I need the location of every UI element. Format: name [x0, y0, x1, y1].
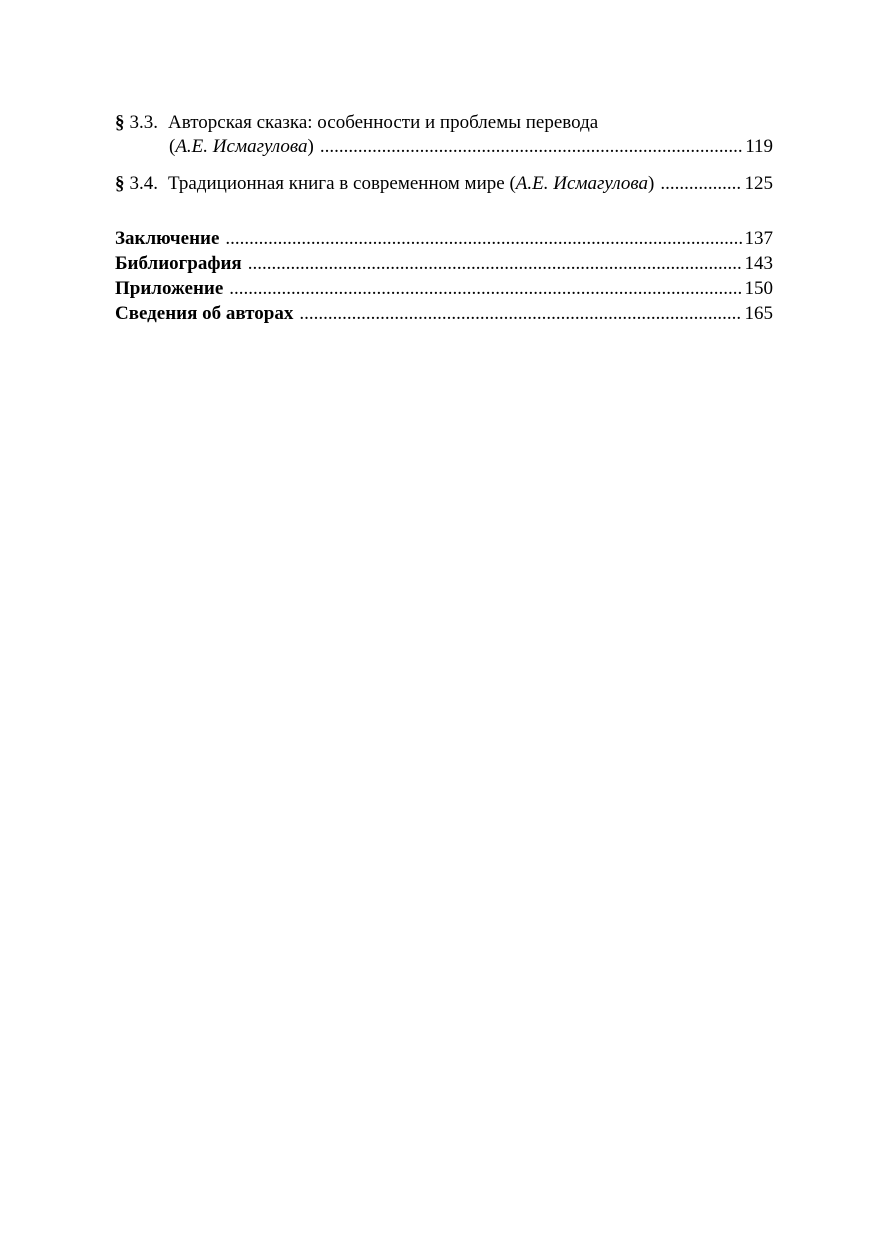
entry-title: Сведения об авторах: [115, 303, 294, 324]
page-number: 137: [744, 228, 773, 249]
section-title: Традиционная книга в современном мире: [168, 173, 505, 194]
toc-entry-line: [115, 301, 773, 326]
toc-entry-section-3-3[interactable]: [115, 111, 773, 159]
author-paren-open: (: [504, 173, 516, 194]
toc-entry-line: [115, 172, 773, 196]
dot-leader: [248, 251, 742, 276]
toc-entry-line: [115, 276, 773, 301]
section-sign: §: [115, 173, 125, 194]
page-number: 119: [745, 136, 773, 157]
author-paren-close: ): [647, 173, 655, 194]
page-number: 165: [744, 303, 773, 324]
toc-entry-line: [115, 226, 773, 251]
toc-entry-section-3-4[interactable]: [115, 172, 773, 196]
spacer: [115, 196, 773, 226]
dot-leader: [660, 172, 741, 196]
entry-title: Библиография: [115, 253, 242, 274]
page-number: 150: [744, 278, 773, 299]
toc-entry-conclusion[interactable]: [115, 226, 773, 251]
author-paren-open: (: [169, 136, 176, 157]
entry-title: Заключение: [115, 228, 220, 249]
page-number: 125: [744, 173, 773, 194]
dot-leader: [320, 135, 742, 159]
spacer: [115, 159, 773, 172]
section-title: Авторская сказка: особенности и проблемы перевода: [168, 112, 599, 133]
toc-entry-continuation-line: [115, 135, 773, 159]
section-sign: §: [115, 112, 125, 133]
section-author: А.Е. Исмагулова: [175, 136, 308, 157]
toc-entry-line: [115, 251, 773, 276]
entry-title: Приложение: [115, 278, 224, 299]
dot-leader: [229, 276, 741, 301]
dot-leader: [225, 226, 741, 251]
section-author: А.Е. Исмагулова: [515, 173, 648, 194]
page-number: 143: [744, 253, 773, 274]
author-paren-close: ): [307, 136, 314, 157]
toc-entry-line: [115, 111, 773, 135]
toc-entry-appendix[interactable]: [115, 276, 773, 301]
toc-entry-bibliography[interactable]: [115, 251, 773, 276]
toc-entry-about-authors[interactable]: [115, 301, 773, 326]
table-of-contents: [115, 111, 773, 326]
section-number: 3.4.: [129, 173, 158, 194]
dot-leader: [299, 301, 741, 326]
section-number: 3.3.: [129, 112, 158, 133]
